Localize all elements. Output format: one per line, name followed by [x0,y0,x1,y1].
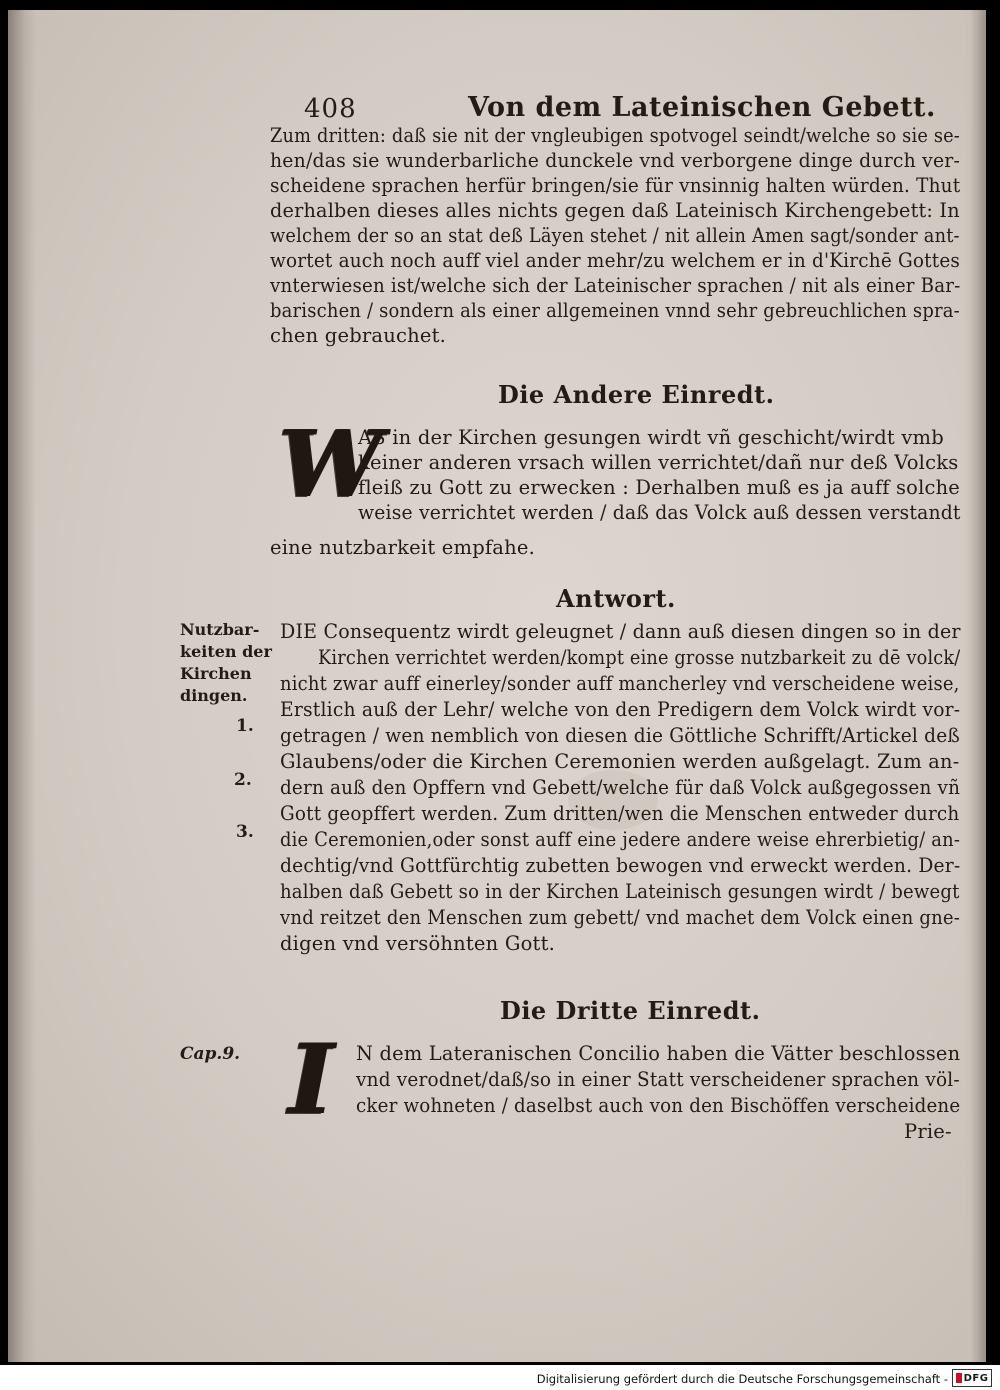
text-line: Gott geopffert werden. Zum dritten/wen die Menschen entweder durch [280,802,960,825]
text-line: halben daß Gebett so in der Kirchen Lateinisch gesungen wirdt / bewegt [280,880,960,903]
text-line: AS in der Kirchen gesungen wirdt vñ geschicht/wirdt vmb [358,426,944,449]
text-line: Glaubens/oder die Kirchen Ceremonien werden außgelagt. Zum an- [280,750,960,773]
text-line: chen gebrauchet. [270,324,447,347]
margin-number: 2. [234,770,252,790]
dfg-logo-mark [956,1373,962,1383]
text-line: keiner anderen vrsach willen verrichtet/dañ nur deß Volcks [358,451,959,474]
dfg-logo-text: DFG [963,1372,989,1384]
text-line: cker wohneten / daselbst auch von den Bischöffen verscheidene [356,1094,961,1117]
footer-credit: Digitalisierung gefördert durch die Deutsche Forschungsgemeinschaft - [536,1372,948,1386]
text-line: N dem Lateranischen Concilio haben die Vätter beschlossen [356,1042,961,1065]
text-line: Erstlich auß der Lehr/ welche von den Predigern dem Volck wirdt vor- [280,698,961,721]
text-line: barischen / sondern als einer allgemeinen vnnd sehr gebreuchlichen spra- [270,299,960,322]
text-line: vnd verodnet/daß/so in einer Statt verscheidener sprachen völ- [356,1068,960,1091]
text-line: getragen / wen nemblich von diesen die Göttliche Schrifft/Artickel deß [280,724,960,747]
margin-number: 3. [236,822,254,842]
marginal-note-line: Nutzbar- [180,620,260,639]
text-line: eine nutzbarkeit empfahe. [270,536,536,559]
text-line: derhalben dieses alles nichts gegen daß Lateinisch Kirchengebett: In [270,199,960,222]
text-line: weise verrichtet werden / daß das Volck auß dessen verstandt [358,501,961,524]
text-line: die Ceremonien,oder sonst auff eine jedere andere weise ehrerbietig/ an- [280,828,961,851]
text-line: DIE Consequentz wirdt geleugnet / dann auß diesen dingen so in der [280,620,961,643]
text-line: dechtig/vnd Gottfürchtig zubetten bewogen vnd erweckt werden. Der- [280,854,961,877]
running-title: Von dem Lateinischen Gebett. [468,92,936,123]
marginal-note-line: dingen. [180,686,248,705]
decorated-initial: W [278,410,382,518]
section-heading-antwort: Antwort. [556,584,676,613]
text-line: hen/das sie wunderbarliche dunckele vnd verborgene dinge durch ver- [270,149,961,172]
text-line: welchem der so an stat deß Läyen stehet / nit allein Amen sagt/sonder ant- [270,224,960,247]
text-line: nicht zwar auff einerley/sonder auff mancherley vnd verscheidene weise, [280,672,960,695]
text-line: wortet auch noch auff viel ander mehr/zu welchem er in d'Kirchē Gottes [270,249,961,272]
text-line: Kirchen verrichtet werden/kompt eine grosse nutzbarkeit zu dē volck/ [318,646,961,669]
section-heading-andere-einredt: Die Andere Einredt. [498,380,775,409]
text-line: Zum dritten: daß sie nit der vngleubigen spotvogel seindt/welche so sie se- [270,124,960,147]
marginal-chapter-reference: Cap.9. [180,1044,241,1064]
margin-number: 1. [236,716,254,736]
decorated-initial: I [288,1023,333,1136]
text-line: fleiß zu Gott zu erwecken : Derhalben muß es ja auff solche [358,476,961,499]
text-line: digen vnd versöhnten Gott. [280,932,556,955]
marginal-note-line: Kirchen [180,664,252,683]
page-number: 408 [304,94,357,124]
page-gutter-shadow [8,10,36,1362]
catchword: Prie- [904,1120,952,1143]
marginal-note-line: keiten der [180,642,272,661]
text-line: vnterwiesen ist/welche sich der Lateinischer sprachen / nit als einer Bar- [270,274,961,297]
page-edge-shadow [964,10,986,1362]
text-line: scheidene sprachen herfür bringen/sie für vnsinnig halten würden. Thut [270,174,961,197]
text-line: dern auß den Opffern vnd Gebett/welche für daß Volck außgegossen vñ [280,776,961,799]
text-line: vnd reitzet den Menschen zum gebett/ vnd machet dem Volck einen gne- [280,906,961,929]
book-page [8,10,986,1362]
dfg-logo [952,1369,992,1387]
section-heading-dritte-einredt: Die Dritte Einredt. [500,996,761,1025]
